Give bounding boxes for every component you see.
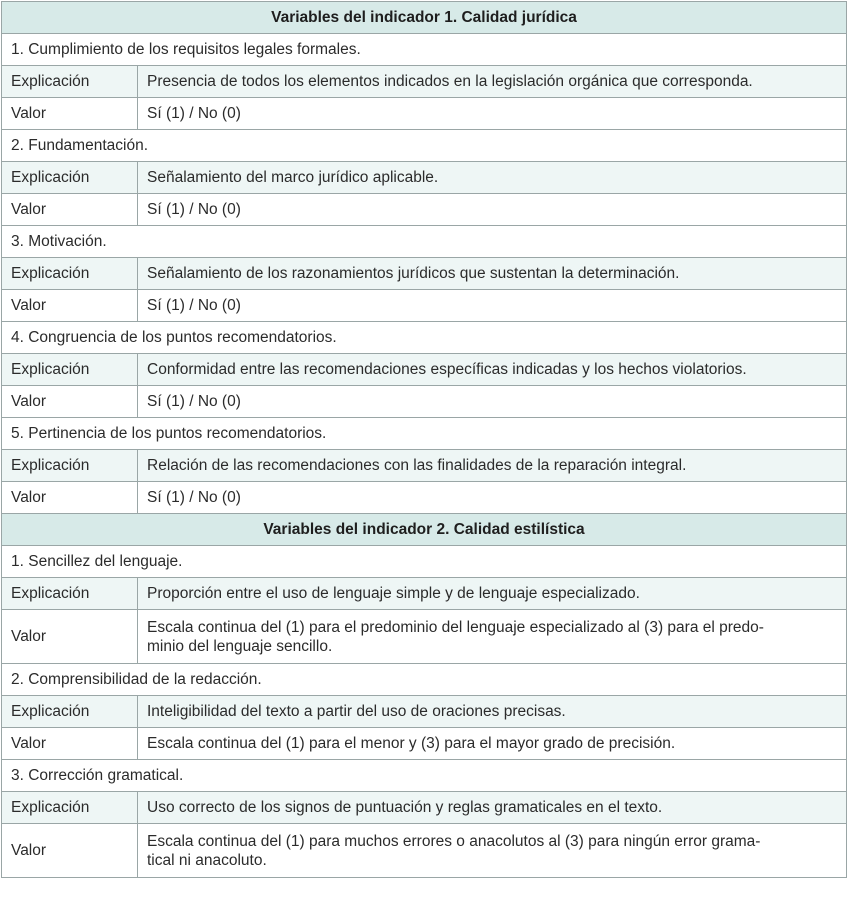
valor-label: Valor bbox=[2, 482, 138, 514]
valor-text bbox=[138, 824, 847, 878]
explicacion-row bbox=[2, 66, 847, 98]
variable-name: 3. Corrección gramatical. bbox=[2, 760, 847, 792]
section-header-row bbox=[2, 514, 847, 546]
valor-text bbox=[138, 610, 847, 664]
variable-row bbox=[2, 130, 847, 162]
explicacion-label: Explicación bbox=[2, 162, 138, 194]
valor-row bbox=[2, 386, 847, 418]
variable-name: 2. Fundamentación. bbox=[2, 130, 847, 162]
valor-text: Escala continua del (1) para el menor y (3) para el mayor grado de precisión. bbox=[138, 728, 847, 760]
explicacion-label: Explicación bbox=[2, 696, 138, 728]
explicacion-row bbox=[2, 792, 847, 824]
section-title: Variables del indicador 2. Calidad estilística bbox=[2, 514, 847, 546]
explicacion-row bbox=[2, 258, 847, 290]
valor-row bbox=[2, 194, 847, 226]
explicacion-label: Explicación bbox=[2, 450, 138, 482]
explicacion-label: Explicación bbox=[2, 354, 138, 386]
explicacion-row bbox=[2, 354, 847, 386]
valor-text-line: minio del lenguaje sencillo. bbox=[147, 637, 333, 655]
explicacion-label: Explicación bbox=[2, 792, 138, 824]
explicacion-text: Presencia de todos los elementos indicados en la legislación orgánica que corresponda. bbox=[138, 66, 847, 98]
variable-row bbox=[2, 34, 847, 66]
valor-text-line: Escala continua del (1) para muchos errores o anacolutos al (3) para ningún error grama- bbox=[147, 832, 761, 850]
valor-label: Valor bbox=[2, 824, 138, 878]
variable-name: 1. Sencillez del lenguaje. bbox=[2, 546, 847, 578]
variable-name: 4. Congruencia de los puntos recomendatorios. bbox=[2, 322, 847, 354]
variable-name: 1. Cumplimiento de los requisitos legales formales. bbox=[2, 34, 847, 66]
variable-name: 3. Motivación. bbox=[2, 226, 847, 258]
variable-row bbox=[2, 546, 847, 578]
section-header-row bbox=[2, 2, 847, 34]
explicacion-text: Inteligibilidad del texto a partir del uso de oraciones precisas. bbox=[138, 696, 847, 728]
valor-row bbox=[2, 824, 847, 878]
valor-text: Sí (1) / No (0) bbox=[138, 98, 847, 130]
valor-text-line: Escala continua del (1) para el predominio del lenguaje especializado al (3) para el predo- bbox=[147, 618, 764, 636]
explicacion-text: Señalamiento de los razonamientos jurídicos que sustentan la determinación. bbox=[138, 258, 847, 290]
explicacion-row bbox=[2, 162, 847, 194]
valor-text: Sí (1) / No (0) bbox=[138, 194, 847, 226]
explicacion-text: Uso correcto de los signos de puntuación y reglas gramaticales en el texto. bbox=[138, 792, 847, 824]
explicacion-label: Explicación bbox=[2, 66, 138, 98]
valor-row bbox=[2, 98, 847, 130]
valor-label: Valor bbox=[2, 610, 138, 664]
variable-name: 2. Comprensibilidad de la redacción. bbox=[2, 664, 847, 696]
section-title: Variables del indicador 1. Calidad jurídica bbox=[2, 2, 847, 34]
valor-text: Sí (1) / No (0) bbox=[138, 290, 847, 322]
valor-label: Valor bbox=[2, 728, 138, 760]
explicacion-label: Explicación bbox=[2, 258, 138, 290]
valor-label: Valor bbox=[2, 98, 138, 130]
valor-label: Valor bbox=[2, 194, 138, 226]
explicacion-row bbox=[2, 696, 847, 728]
explicacion-text: Conformidad entre las recomendaciones específicas indicadas y los hechos violatorios. bbox=[138, 354, 847, 386]
variable-row bbox=[2, 760, 847, 792]
variable-row bbox=[2, 226, 847, 258]
explicacion-text: Señalamiento del marco jurídico aplicable. bbox=[138, 162, 847, 194]
valor-row bbox=[2, 482, 847, 514]
valor-text: Sí (1) / No (0) bbox=[138, 386, 847, 418]
valor-text-line: tical ni anacoluto. bbox=[147, 851, 267, 869]
indicator-variables-table bbox=[1, 1, 847, 878]
valor-row bbox=[2, 728, 847, 760]
explicacion-text: Relación de las recomendaciones con las finalidades de la reparación integral. bbox=[138, 450, 847, 482]
variable-row bbox=[2, 322, 847, 354]
explicacion-row bbox=[2, 578, 847, 610]
explicacion-text: Proporción entre el uso de lenguaje simple y de lenguaje especializado. bbox=[138, 578, 847, 610]
variable-row bbox=[2, 418, 847, 450]
valor-row bbox=[2, 290, 847, 322]
explicacion-label: Explicación bbox=[2, 578, 138, 610]
valor-label: Valor bbox=[2, 386, 138, 418]
valor-label: Valor bbox=[2, 290, 138, 322]
valor-row bbox=[2, 610, 847, 664]
variable-name: 5. Pertinencia de los puntos recomendatorios. bbox=[2, 418, 847, 450]
valor-text: Sí (1) / No (0) bbox=[138, 482, 847, 514]
variable-row bbox=[2, 664, 847, 696]
explicacion-row bbox=[2, 450, 847, 482]
